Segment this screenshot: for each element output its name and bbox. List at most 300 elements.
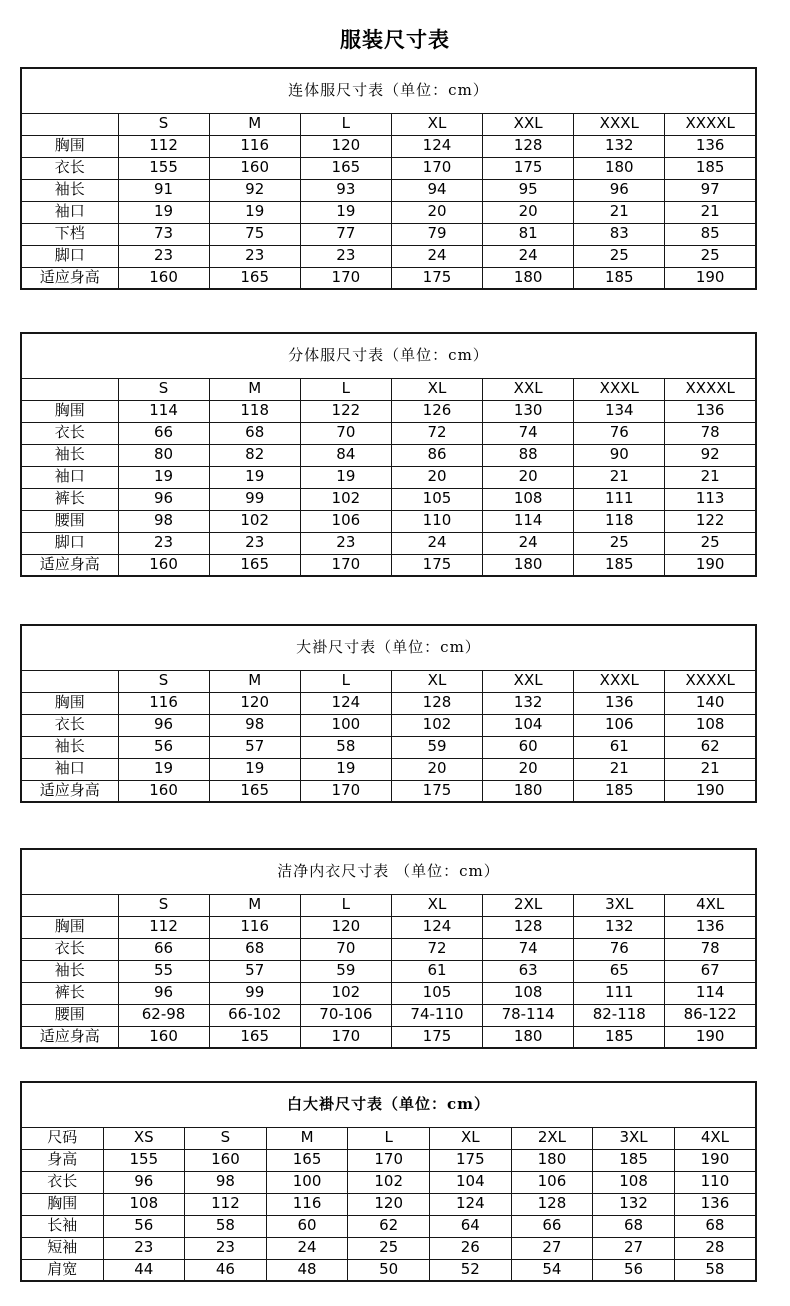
- table-row: [21, 1237, 756, 1259]
- row-label: 腰围: [21, 1004, 118, 1026]
- size-value-cell: 20: [483, 201, 574, 223]
- size-column-header: XS: [103, 1127, 185, 1149]
- size-value-cell: 132: [483, 692, 574, 714]
- size-value-cell: 95: [483, 179, 574, 201]
- size-value-cell: 73: [118, 223, 209, 245]
- table-row: [21, 532, 756, 554]
- table-title-row: [21, 849, 756, 894]
- size-value-cell: 190: [665, 780, 756, 802]
- size-value-cell: 58: [300, 736, 391, 758]
- size-value-cell: 57: [209, 736, 300, 758]
- size-value-cell: 120: [300, 135, 391, 157]
- size-value-cell: 57: [209, 960, 300, 982]
- size-value-cell: 86: [391, 444, 482, 466]
- size-value-cell: 102: [209, 510, 300, 532]
- size-value-cell: 180: [483, 1026, 574, 1048]
- size-value-cell: 66: [118, 938, 209, 960]
- header-corner-cell: [21, 894, 118, 916]
- size-column-header: S: [118, 378, 209, 400]
- size-value-cell: 114: [665, 982, 756, 1004]
- row-label: 袖长: [21, 179, 118, 201]
- size-value-cell: 23: [118, 532, 209, 554]
- size-value-cell: 65: [574, 960, 665, 982]
- size-value-cell: 126: [391, 400, 482, 422]
- size-value-cell: 124: [391, 916, 482, 938]
- size-value-cell: 75: [209, 223, 300, 245]
- size-value-cell: 79: [391, 223, 482, 245]
- size-value-cell: 23: [118, 245, 209, 267]
- size-value-cell: 19: [209, 201, 300, 223]
- size-column-header: XL: [391, 113, 482, 135]
- row-label: 长袖: [21, 1215, 103, 1237]
- size-value-cell: 190: [665, 1026, 756, 1048]
- size-value-cell: 175: [483, 157, 574, 179]
- size-value-cell: 100: [266, 1171, 348, 1193]
- size-value-cell: 104: [430, 1171, 512, 1193]
- size-value-cell: 98: [118, 510, 209, 532]
- size-value-cell: 136: [574, 692, 665, 714]
- size-value-cell: 82: [209, 444, 300, 466]
- size-value-cell: 97: [665, 179, 756, 201]
- size-value-cell: 83: [574, 223, 665, 245]
- size-value-cell: 25: [665, 532, 756, 554]
- table-title-row: [21, 333, 756, 378]
- size-value-cell: 98: [209, 714, 300, 736]
- size-value-cell: 170: [300, 780, 391, 802]
- size-value-cell: 96: [118, 714, 209, 736]
- size-value-cell: 105: [391, 488, 482, 510]
- size-value-cell: 23: [300, 532, 391, 554]
- size-value-cell: 136: [665, 916, 756, 938]
- row-label: 胸围: [21, 400, 118, 422]
- table-row: [21, 1026, 756, 1048]
- row-label: 袖口: [21, 466, 118, 488]
- size-column-header: 3XL: [593, 1127, 675, 1149]
- size-value-cell: 27: [511, 1237, 593, 1259]
- size-column-header: L: [300, 894, 391, 916]
- size-column-header: XXL: [483, 670, 574, 692]
- size-value-cell: 102: [348, 1171, 430, 1193]
- size-value-cell: 160: [185, 1149, 267, 1171]
- size-value-cell: 175: [391, 267, 482, 289]
- size-value-cell: 78: [665, 422, 756, 444]
- size-value-cell: 104: [483, 714, 574, 736]
- size-value-cell: 128: [483, 916, 574, 938]
- size-value-cell: 112: [118, 135, 209, 157]
- size-column-header: XL: [391, 670, 482, 692]
- size-value-cell: 48: [266, 1259, 348, 1281]
- size-value-cell: 76: [574, 938, 665, 960]
- size-column-header: M: [266, 1127, 348, 1149]
- size-value-cell: 21: [574, 758, 665, 780]
- size-column-header: XL: [391, 894, 482, 916]
- size-value-cell: 23: [209, 532, 300, 554]
- table-row: [21, 714, 756, 736]
- table-row: [21, 1149, 756, 1171]
- size-value-cell: 58: [674, 1259, 756, 1281]
- size-column-header: 3XL: [574, 894, 665, 916]
- size-value-cell: 78-114: [483, 1004, 574, 1026]
- table-row: [21, 400, 756, 422]
- size-value-cell: 70: [300, 938, 391, 960]
- size-value-cell: 175: [391, 780, 482, 802]
- size-value-cell: 110: [391, 510, 482, 532]
- table-title: 洁净内衣尺寸表 （单位：cm）: [21, 849, 756, 894]
- size-column-header: 2XL: [511, 1127, 593, 1149]
- size-value-cell: 124: [300, 692, 391, 714]
- size-value-cell: 19: [300, 466, 391, 488]
- size-value-cell: 74: [483, 422, 574, 444]
- size-value-cell: 160: [118, 1026, 209, 1048]
- table-gown-sizes: [20, 624, 757, 803]
- size-value-cell: 24: [266, 1237, 348, 1259]
- size-value-cell: 175: [391, 1026, 482, 1048]
- size-value-cell: 56: [593, 1259, 675, 1281]
- size-value-cell: 60: [483, 736, 574, 758]
- row-label: 适应身高: [21, 1026, 118, 1048]
- size-value-cell: 160: [209, 157, 300, 179]
- size-value-cell: 185: [574, 1026, 665, 1048]
- size-value-cell: 106: [574, 714, 665, 736]
- size-value-cell: 185: [665, 157, 756, 179]
- size-value-cell: 93: [300, 179, 391, 201]
- row-label: 衣长: [21, 714, 118, 736]
- size-value-cell: 132: [574, 135, 665, 157]
- table-row: [21, 267, 756, 289]
- row-label: 袖长: [21, 736, 118, 758]
- size-value-cell: 155: [103, 1149, 185, 1171]
- row-label: 袖长: [21, 444, 118, 466]
- size-value-cell: 25: [348, 1237, 430, 1259]
- size-value-cell: 112: [185, 1193, 267, 1215]
- table-row: [21, 1171, 756, 1193]
- size-value-cell: 62: [665, 736, 756, 758]
- table-row: [21, 223, 756, 245]
- size-value-cell: 20: [391, 758, 482, 780]
- size-value-cell: 92: [665, 444, 756, 466]
- size-value-cell: 99: [209, 488, 300, 510]
- row-label: 裤长: [21, 488, 118, 510]
- size-column-header: XXXL: [574, 113, 665, 135]
- table-title: 大褂尺寸表（单位：cm）: [21, 625, 756, 670]
- size-value-cell: 68: [209, 422, 300, 444]
- size-value-cell: 21: [574, 201, 665, 223]
- table-row: [21, 135, 756, 157]
- row-label: 袖口: [21, 758, 118, 780]
- size-value-cell: 70: [300, 422, 391, 444]
- size-value-cell: 19: [300, 758, 391, 780]
- table-row: [21, 554, 756, 576]
- size-value-cell: 165: [209, 1026, 300, 1048]
- size-value-cell: 19: [209, 758, 300, 780]
- size-value-cell: 165: [209, 780, 300, 802]
- page-title: 服装尺寸表: [340, 27, 450, 52]
- size-value-cell: 66-102: [209, 1004, 300, 1026]
- row-label: 腰围: [21, 510, 118, 532]
- table-two-piece-suit-sizes: [20, 332, 757, 577]
- row-label: 脚口: [21, 532, 118, 554]
- table-row: [21, 916, 756, 938]
- row-label: 衣长: [21, 157, 118, 179]
- size-value-cell: 111: [574, 982, 665, 1004]
- size-value-cell: 20: [483, 758, 574, 780]
- table-title-row: [21, 68, 756, 113]
- size-value-cell: 23: [300, 245, 391, 267]
- size-value-cell: 124: [391, 135, 482, 157]
- size-value-cell: 180: [574, 157, 665, 179]
- header-corner-cell: [21, 670, 118, 692]
- size-value-cell: 67: [665, 960, 756, 982]
- table-row: [21, 444, 756, 466]
- size-value-cell: 155: [118, 157, 209, 179]
- size-value-cell: 106: [511, 1171, 593, 1193]
- row-label: 脚口: [21, 245, 118, 267]
- size-value-cell: 98: [185, 1171, 267, 1193]
- header-corner-cell: 尺码: [21, 1127, 103, 1149]
- size-value-cell: 96: [574, 179, 665, 201]
- row-label: 身高: [21, 1149, 103, 1171]
- size-value-cell: 78: [665, 938, 756, 960]
- size-header-row: [21, 894, 756, 916]
- size-value-cell: 112: [118, 916, 209, 938]
- size-value-cell: 136: [674, 1193, 756, 1215]
- size-value-cell: 68: [209, 938, 300, 960]
- row-label: 胸围: [21, 1193, 103, 1215]
- size-value-cell: 19: [118, 201, 209, 223]
- size-value-cell: 44: [103, 1259, 185, 1281]
- size-value-cell: 23: [185, 1237, 267, 1259]
- size-column-header: M: [209, 113, 300, 135]
- size-value-cell: 160: [118, 267, 209, 289]
- size-value-cell: 19: [209, 466, 300, 488]
- row-label: 衣长: [21, 1171, 103, 1193]
- size-value-cell: 24: [391, 532, 482, 554]
- table-title-row: [21, 1082, 756, 1127]
- size-value-cell: 94: [391, 179, 482, 201]
- size-value-cell: 77: [300, 223, 391, 245]
- size-column-header: XXXXL: [665, 670, 756, 692]
- size-value-cell: 165: [209, 554, 300, 576]
- size-value-cell: 102: [300, 488, 391, 510]
- size-value-cell: 140: [665, 692, 756, 714]
- size-value-cell: 185: [574, 780, 665, 802]
- size-value-cell: 136: [665, 400, 756, 422]
- size-value-cell: 118: [574, 510, 665, 532]
- size-value-cell: 59: [300, 960, 391, 982]
- size-value-cell: 25: [574, 245, 665, 267]
- table-row: [21, 982, 756, 1004]
- size-value-cell: 21: [574, 466, 665, 488]
- size-value-cell: 108: [483, 982, 574, 1004]
- size-value-cell: 74-110: [391, 1004, 482, 1026]
- size-value-cell: 24: [483, 532, 574, 554]
- size-value-cell: 60: [266, 1215, 348, 1237]
- row-label: 胸围: [21, 916, 118, 938]
- size-value-cell: 122: [665, 510, 756, 532]
- table-row: [21, 938, 756, 960]
- size-value-cell: 74: [483, 938, 574, 960]
- size-column-header: S: [185, 1127, 267, 1149]
- table-title: 白大褂尺寸表（单位：cm）: [21, 1082, 756, 1127]
- size-value-cell: 116: [209, 916, 300, 938]
- size-column-header: L: [300, 378, 391, 400]
- size-value-cell: 28: [674, 1237, 756, 1259]
- size-value-cell: 105: [391, 982, 482, 1004]
- size-value-cell: 84: [300, 444, 391, 466]
- row-label: 衣长: [21, 938, 118, 960]
- table-row: [21, 780, 756, 802]
- size-value-cell: 23: [103, 1237, 185, 1259]
- row-label: 胸围: [21, 692, 118, 714]
- size-column-header: M: [209, 378, 300, 400]
- size-value-cell: 111: [574, 488, 665, 510]
- table-row: [21, 1004, 756, 1026]
- size-header-row: [21, 670, 756, 692]
- size-value-cell: 91: [118, 179, 209, 201]
- size-value-cell: 61: [574, 736, 665, 758]
- table-coverall-sizes: [20, 67, 757, 290]
- size-column-header: L: [300, 670, 391, 692]
- table-title: 连体服尺寸表（单位：cm）: [21, 68, 756, 113]
- table-row: [21, 758, 756, 780]
- size-value-cell: 100: [300, 714, 391, 736]
- size-header-row: [21, 1127, 756, 1149]
- header-corner-cell: [21, 113, 118, 135]
- size-value-cell: 128: [391, 692, 482, 714]
- size-value-cell: 19: [300, 201, 391, 223]
- row-label: 下档: [21, 223, 118, 245]
- table-row: [21, 1193, 756, 1215]
- table-row: [21, 488, 756, 510]
- size-value-cell: 26: [430, 1237, 512, 1259]
- size-value-cell: 58: [185, 1215, 267, 1237]
- size-value-cell: 114: [118, 400, 209, 422]
- size-value-cell: 128: [483, 135, 574, 157]
- size-value-cell: 165: [300, 157, 391, 179]
- size-value-cell: 19: [118, 758, 209, 780]
- size-value-cell: 108: [665, 714, 756, 736]
- table-row: [21, 1259, 756, 1281]
- size-value-cell: 165: [266, 1149, 348, 1171]
- size-value-cell: 160: [118, 554, 209, 576]
- size-column-header: S: [118, 113, 209, 135]
- size-column-header: XL: [430, 1127, 512, 1149]
- size-value-cell: 180: [483, 780, 574, 802]
- size-value-cell: 23: [209, 245, 300, 267]
- size-value-cell: 96: [118, 488, 209, 510]
- size-value-cell: 128: [511, 1193, 593, 1215]
- size-value-cell: 68: [593, 1215, 675, 1237]
- size-value-cell: 21: [665, 758, 756, 780]
- size-value-cell: 61: [391, 960, 482, 982]
- table-row: [21, 157, 756, 179]
- size-value-cell: 50: [348, 1259, 430, 1281]
- size-value-cell: 81: [483, 223, 574, 245]
- size-value-cell: 64: [430, 1215, 512, 1237]
- table-row: [21, 736, 756, 758]
- size-value-cell: 106: [300, 510, 391, 532]
- table-title: 分体服尺寸表（单位：cm）: [21, 333, 756, 378]
- size-value-cell: 92: [209, 179, 300, 201]
- size-value-cell: 134: [574, 400, 665, 422]
- size-value-cell: 72: [391, 938, 482, 960]
- size-value-cell: 62: [348, 1215, 430, 1237]
- size-value-cell: 27: [593, 1237, 675, 1259]
- size-value-cell: 170: [300, 1026, 391, 1048]
- table-row: [21, 510, 756, 532]
- table-clean-underwear-sizes: [20, 848, 757, 1049]
- size-value-cell: 85: [665, 223, 756, 245]
- size-value-cell: 55: [118, 960, 209, 982]
- size-value-cell: 116: [118, 692, 209, 714]
- size-column-header: XXXXL: [665, 378, 756, 400]
- size-value-cell: 56: [118, 736, 209, 758]
- size-value-cell: 170: [300, 554, 391, 576]
- size-value-cell: 180: [483, 267, 574, 289]
- size-value-cell: 96: [118, 982, 209, 1004]
- size-value-cell: 108: [103, 1193, 185, 1215]
- size-column-header: XXXL: [574, 670, 665, 692]
- table-row: [21, 179, 756, 201]
- size-value-cell: 170: [348, 1149, 430, 1171]
- size-column-header: L: [348, 1127, 430, 1149]
- size-value-cell: 96: [103, 1171, 185, 1193]
- size-value-cell: 66: [118, 422, 209, 444]
- size-column-header: 2XL: [483, 894, 574, 916]
- size-value-cell: 20: [483, 466, 574, 488]
- size-value-cell: 170: [391, 157, 482, 179]
- size-value-cell: 116: [266, 1193, 348, 1215]
- table-row: [21, 466, 756, 488]
- size-value-cell: 56: [103, 1215, 185, 1237]
- size-value-cell: 136: [665, 135, 756, 157]
- size-value-cell: 82-118: [574, 1004, 665, 1026]
- size-header-row: [21, 113, 756, 135]
- size-value-cell: 170: [300, 267, 391, 289]
- size-column-header: L: [300, 113, 391, 135]
- row-label: 裤长: [21, 982, 118, 1004]
- size-value-cell: 86-122: [665, 1004, 756, 1026]
- size-value-cell: 120: [209, 692, 300, 714]
- size-value-cell: 21: [665, 201, 756, 223]
- row-label: 适应身高: [21, 554, 118, 576]
- size-column-header: XL: [391, 378, 482, 400]
- size-value-cell: 185: [574, 267, 665, 289]
- size-value-cell: 70-106: [300, 1004, 391, 1026]
- size-column-header: S: [118, 894, 209, 916]
- size-value-cell: 59: [391, 736, 482, 758]
- size-value-cell: 68: [674, 1215, 756, 1237]
- size-header-row: [21, 378, 756, 400]
- size-column-header: M: [209, 670, 300, 692]
- size-value-cell: 76: [574, 422, 665, 444]
- size-value-cell: 113: [665, 488, 756, 510]
- size-column-header: M: [209, 894, 300, 916]
- size-value-cell: 116: [209, 135, 300, 157]
- size-value-cell: 110: [674, 1171, 756, 1193]
- size-value-cell: 185: [593, 1149, 675, 1171]
- size-column-header: XXXL: [574, 378, 665, 400]
- size-column-header: 4XL: [674, 1127, 756, 1149]
- size-value-cell: 108: [483, 488, 574, 510]
- size-value-cell: 19: [118, 466, 209, 488]
- size-value-cell: 88: [483, 444, 574, 466]
- row-label: 短袖: [21, 1237, 103, 1259]
- size-value-cell: 165: [209, 267, 300, 289]
- row-label: 肩宽: [21, 1259, 103, 1281]
- size-column-header: XXL: [483, 378, 574, 400]
- size-value-cell: 99: [209, 982, 300, 1004]
